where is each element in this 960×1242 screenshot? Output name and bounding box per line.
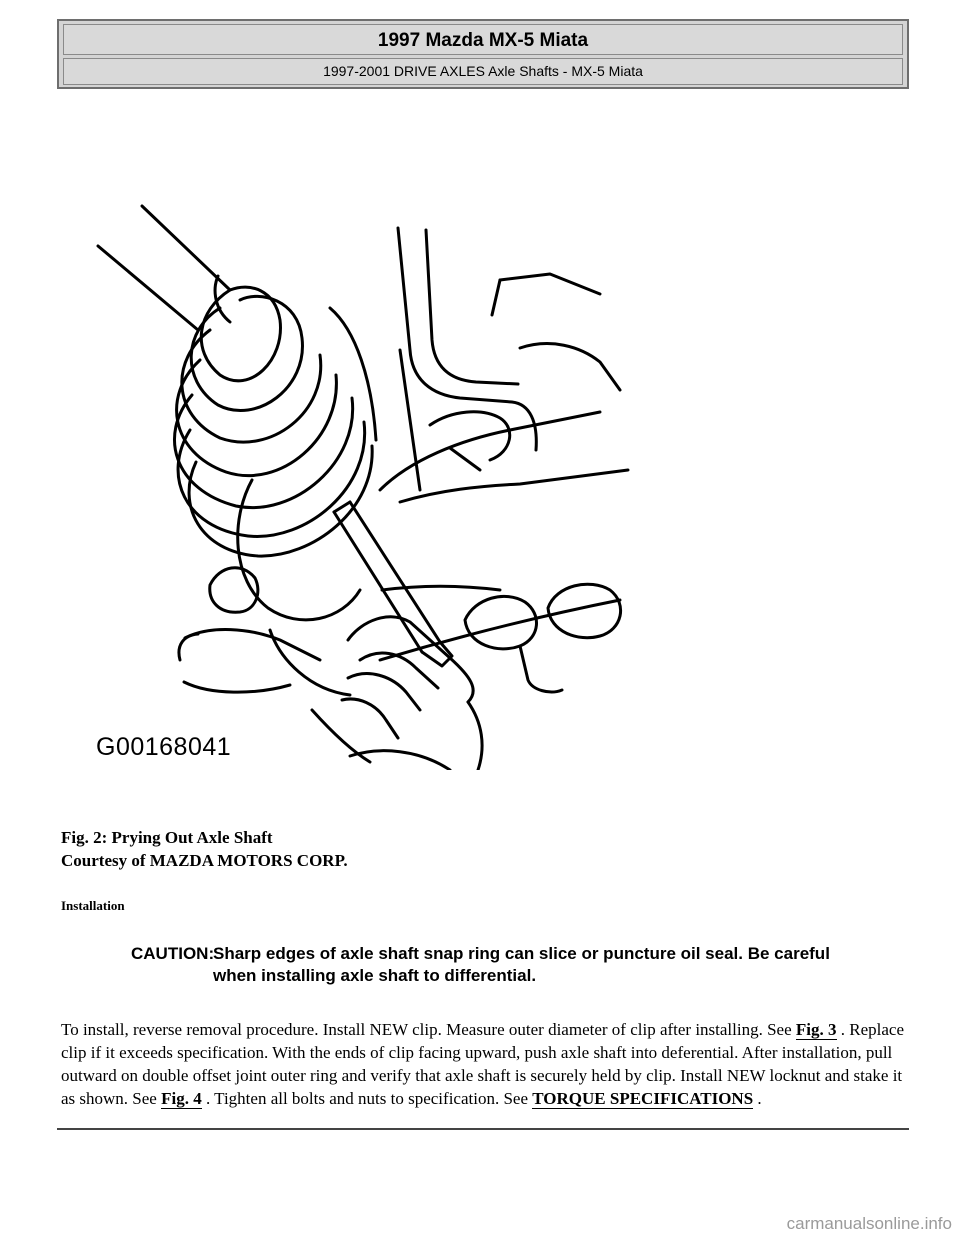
header-title: 1997 Mazda MX-5 Miata — [63, 24, 903, 55]
figure-id-label: G00168041 — [96, 733, 232, 761]
installation-paragraph — [61, 1018, 911, 1110]
torque-specifications-link[interactable]: TORQUE SPECIFICATIONS — [532, 1089, 754, 1108]
section-heading: Installation — [61, 898, 125, 913]
body-text-4: . — [753, 1089, 762, 1108]
site-watermark: carmanualsonline.info — [786, 1214, 952, 1233]
header-subtitle: 1997-2001 DRIVE AXLES Axle Shafts - MX-5 Miata — [63, 58, 903, 85]
fig-4-link[interactable]: Fig. 4 — [161, 1089, 202, 1108]
body-text-2: . Replace clip if it exceeds specification. With the ends of clip facing upward, push axle shaft into deferential. After installation, pull outward on double offset joint outer ring and verify that axle shaft is securely held by clip. Install NEW locknut and stake it as shown. See — [61, 1020, 905, 1108]
bottom-rule — [57, 1128, 909, 1130]
body-text-1: To install, reverse removal procedure. Install NEW clip. Measure outer diameter of clip after installing. See — [61, 1020, 796, 1039]
page-header — [57, 19, 909, 89]
caution-label: CAUTION: — [131, 944, 215, 963]
fig-3-link[interactable]: Fig. 3 — [795, 1020, 837, 1039]
body-text-3: . Tighten all bolts and nuts to specification. See — [201, 1089, 533, 1108]
figure-caption-title: Fig. 2: Prying Out Axle Shaft — [61, 828, 273, 847]
axle-prying-illustration — [80, 190, 640, 770]
figure-caption-credit: Courtesy of MAZDA MOTORS CORP. — [61, 851, 348, 870]
caution-text: Sharp edges of axle shaft snap ring can slice or puncture oil seal. Be careful when installing axle shaft to differential. — [213, 944, 830, 985]
